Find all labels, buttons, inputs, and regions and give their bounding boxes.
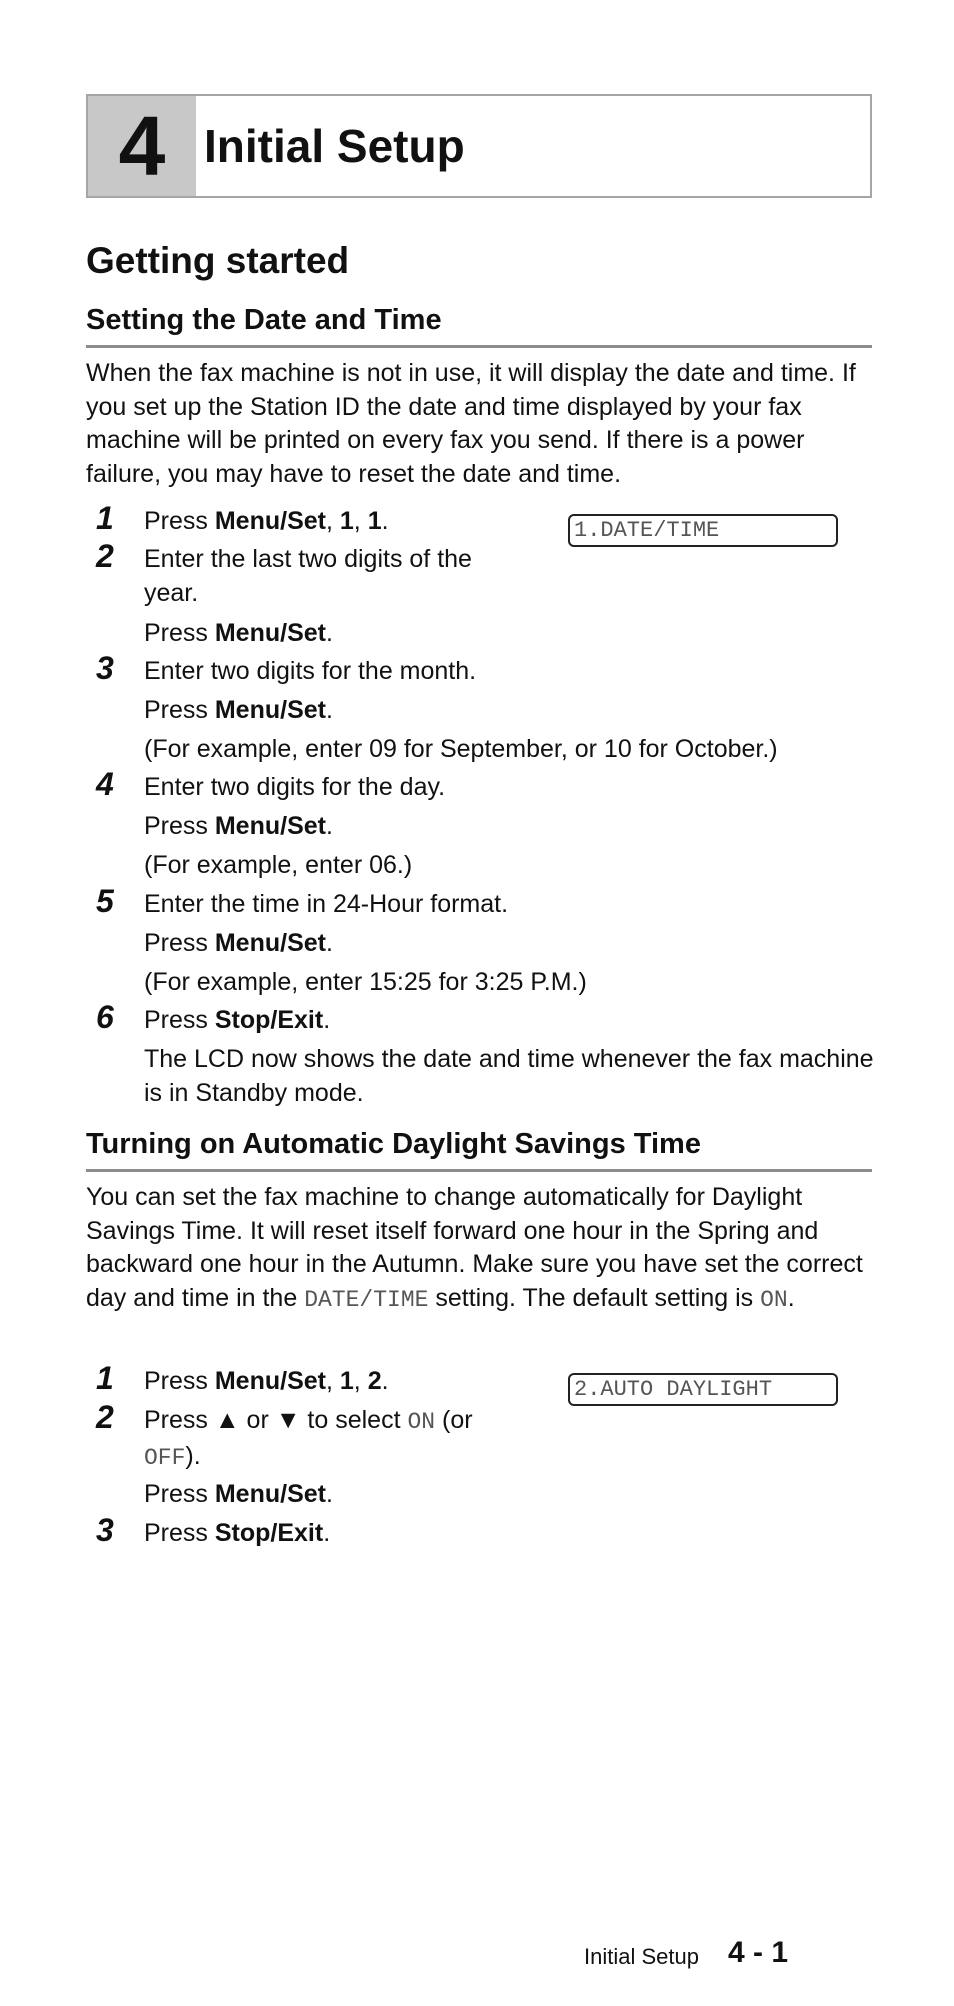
section-title: Getting started — [86, 240, 350, 281]
step-instruction: Enter the time in 24-Hour format. — [144, 890, 509, 918]
step-press: Press Menu/Set. — [144, 696, 333, 724]
daylight-paragraph: You can set the fax machine to change automatically for Daylight Savings Time. It will reset itself forward one hour in the Spring and backward one hour in the Autumn. Make sure you have set the correct day and time in the DATE/TIME setting. The default setting is ON. — [86, 1183, 863, 1313]
intro-paragraph: When the fax machine is not in use, it will display the date and time. If you set up the Station ID the date and time displayed by your fax machine will be printed on every fax you send. If there is a power failure, you may have to reset the date and time. — [86, 359, 856, 488]
step-number: 1 — [96, 500, 114, 536]
step-press: Press Menu/Set. — [144, 812, 333, 840]
page-number: 4 - 1 — [728, 1936, 789, 1969]
chapter-title: Initial Setup — [204, 120, 465, 172]
step-instruction: Press ▲ or ▼ to select ON (or OFF). — [144, 1406, 473, 1471]
step-number: 3 — [96, 650, 114, 686]
step-press: Press Menu/Set. — [144, 619, 333, 647]
step-instruction: Enter the last two digits of the year. — [144, 545, 472, 607]
step-number: 5 — [96, 883, 114, 919]
step-example: (For example, enter 06.) — [144, 851, 413, 879]
lcd-display: 2.AUTO DAYLIGHT — [568, 1373, 838, 1406]
step-example: (For example, enter 09 for September, or 10 for October.) — [144, 735, 778, 763]
step-instruction: Enter two digits for the month. — [144, 657, 477, 685]
step-number: 2 — [96, 1399, 114, 1435]
step-number: 2 — [96, 538, 114, 574]
step-instruction: Press Menu/Set, 1, 2. — [144, 1367, 389, 1395]
lcd-display: 1.DATE/TIME — [568, 514, 838, 547]
step-number: 1 — [96, 1360, 114, 1396]
up-arrow-icon: ▲ — [214, 1406, 240, 1434]
step-number: 3 — [96, 1512, 114, 1548]
step-note: The LCD now shows the date and time whenever the fax machine is in Standby mode. — [144, 1045, 874, 1107]
step-number: 6 — [96, 999, 114, 1035]
chapter-header — [86, 94, 872, 198]
down-arrow-icon: ▼ — [275, 1406, 301, 1434]
step-instruction: Press Menu/Set, 1, 1. — [144, 507, 389, 535]
step-instruction: Press Stop/Exit. — [144, 1519, 331, 1547]
step-instruction: Press Stop/Exit. — [144, 1006, 331, 1034]
step-number: 4 — [96, 766, 114, 802]
step-press: Press Menu/Set. — [144, 1480, 333, 1508]
step-instruction: Enter two digits for the day. — [144, 773, 446, 801]
subheading-daylight: Turning on Automatic Daylight Savings Time — [86, 1128, 872, 1172]
footer-label: Initial Setup — [584, 1944, 699, 1969]
chapter-number: 4 — [88, 96, 196, 196]
step-press: Press Menu/Set. — [144, 929, 333, 957]
subheading-date-time: Setting the Date and Time — [86, 304, 872, 348]
step-example: (For example, enter 15:25 for 3:25 P.M.) — [144, 968, 587, 996]
